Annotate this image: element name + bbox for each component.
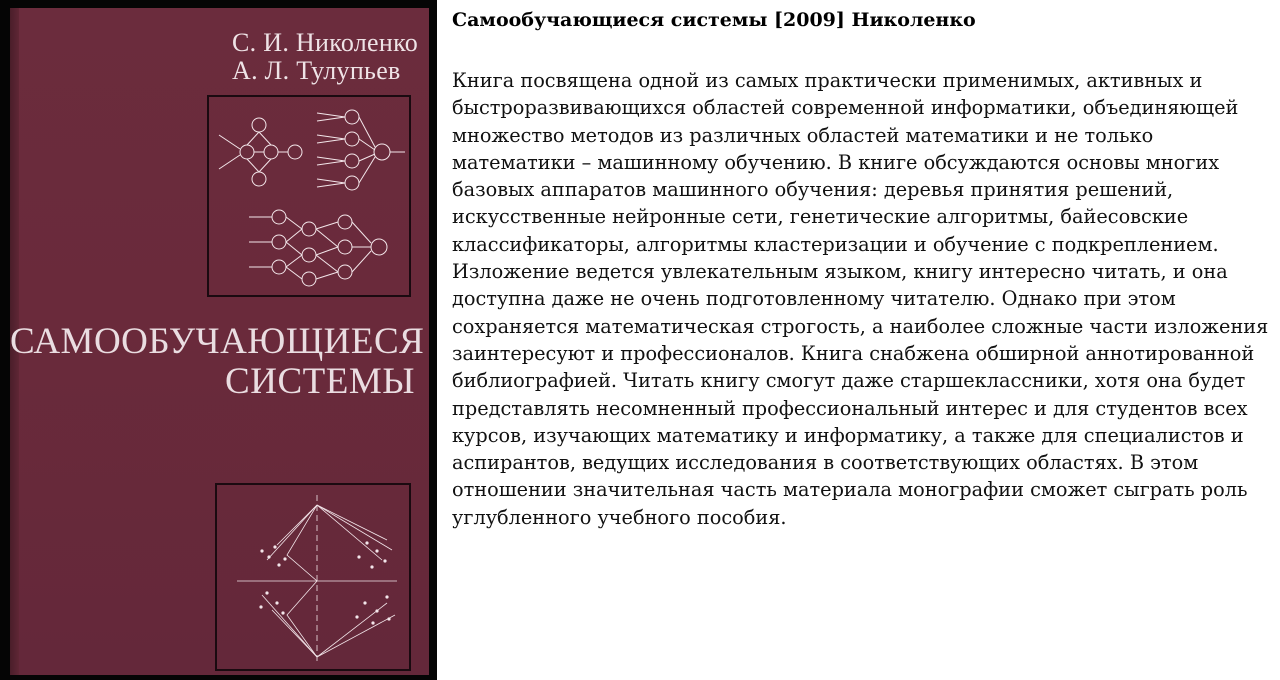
cover-title-line-1: САМООБУЧАЮЩИЕСЯ: [10, 321, 425, 362]
book-cover-frame: [0, 0, 437, 680]
geometric-projection-illustration: [215, 483, 411, 671]
book-heading: Самообучающиеся системы [2009] Николенко: [452, 9, 976, 31]
book-description: Книга посвящена одной из самых практически применимых, активных и быстроразвивающихся областей современной информатики, объединяющей множество методов из различных областей математики и не только математики – машинному обучению. В книге обсуждаются основы многих базовых аппаратов машинного обучения: деревья принятия решений, искусственные нейронные сети, генетические алгоритмы, байесовские классификаторы, алгоритмы кластеризации и обучение с подкреплением. Изложение ведется увлекательным языком, книгу интересно читать, и она доступна даже не очень подготовленному читателю. Однако при этом сохраняется математическая строгость, а наиболее сложные части изложения заинтересуют и профессионалов. Книга снабжена обширной аннотированной библиографией. Читать книгу смогут даже старшеклассники, хотя она будет представлять несомненный профессиональный интерес и для студентов всех курсов, изучающих математику и информатику, а также для специалистов и аспирантов, ведущих исследования в соответствующих областях. В этом отношении значительная часть материала монографии сможет сыграть роль углубленного учебного пособия.: [452, 69, 1269, 529]
cover-author-1: С. И. Николенко: [232, 28, 419, 57]
cover-title-line-2: СИСТЕМЫ: [225, 361, 415, 402]
cover-title: [10, 321, 425, 402]
book-cover: [10, 8, 429, 675]
neural-network-illustration: [207, 95, 411, 297]
cover-author-2: А. Л. Тулупьев: [232, 56, 401, 85]
neural-network-diagram: [209, 97, 409, 295]
projection-diagram: [217, 485, 409, 669]
